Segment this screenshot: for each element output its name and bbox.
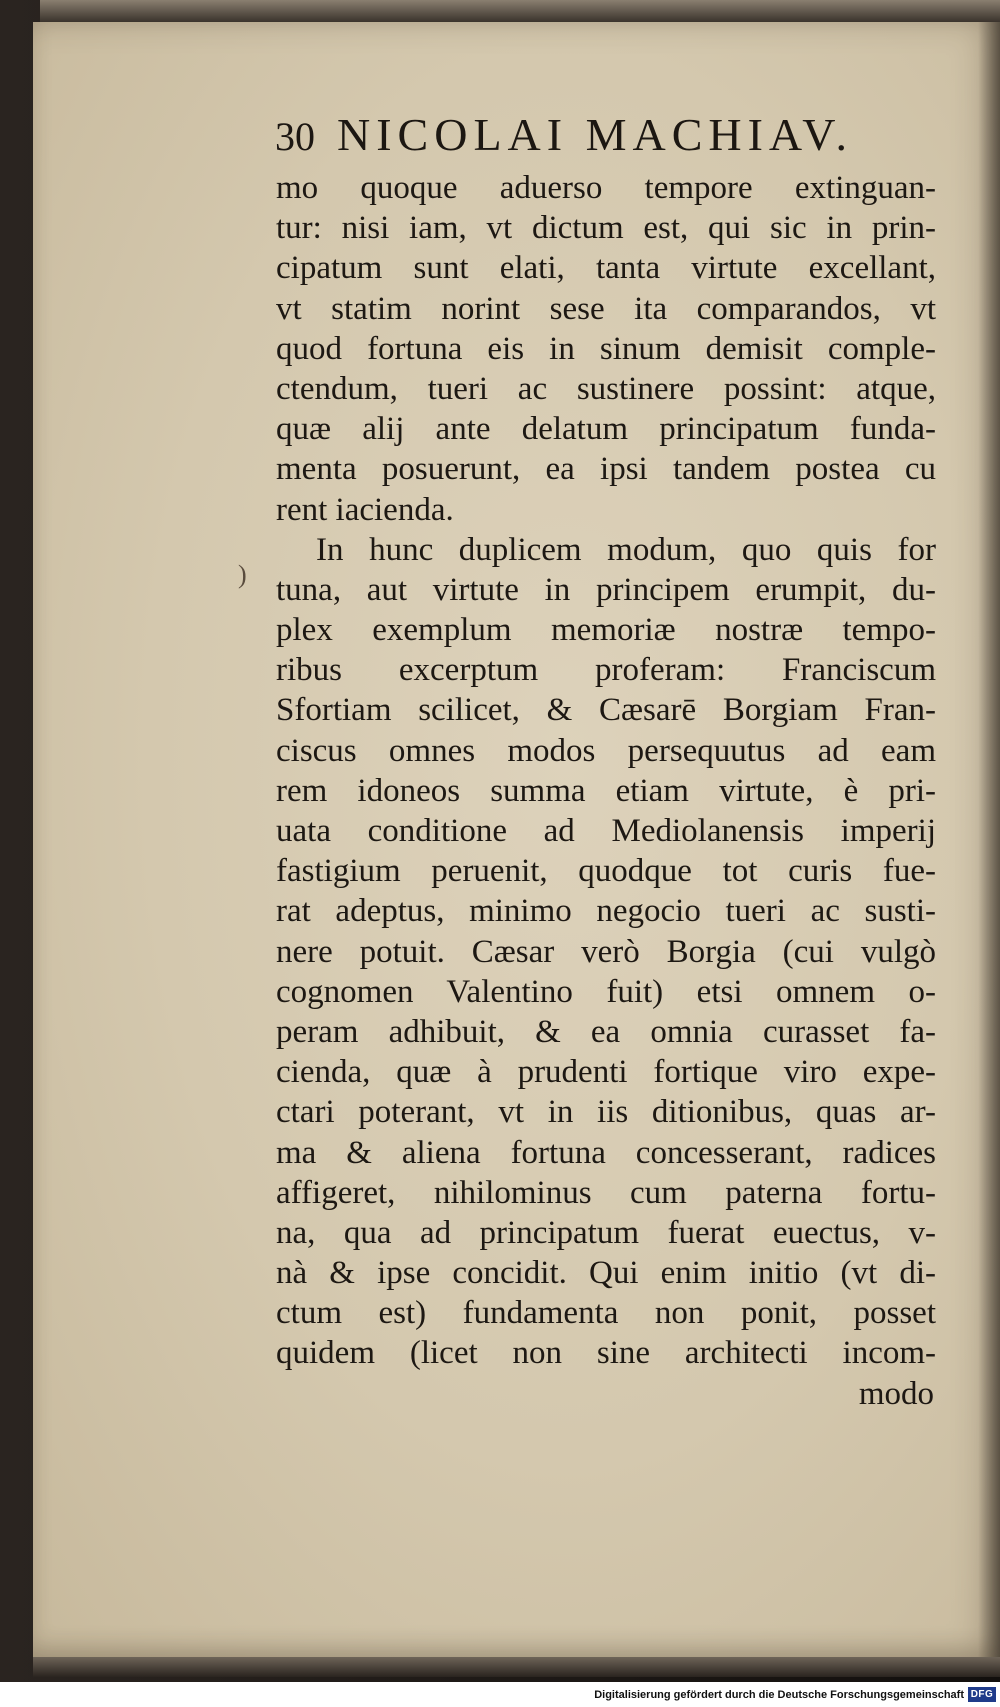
running-head-title: NICOLAI MACHIAV. — [337, 109, 853, 160]
funding-credit: Digitalisierung gefördert durch die Deutsche Forschungsgemeinschaft — [594, 1689, 964, 1701]
text-line: nà & ipse concidit. Qui enim initio (vt di- — [276, 1255, 936, 1292]
scan-top-edge — [40, 0, 1000, 22]
text-line: quæ alij ante delatum principatum funda- — [276, 411, 936, 448]
catchword: modo — [858, 1375, 934, 1412]
text-line: rent iacienda. — [276, 491, 454, 528]
text-line: plex exemplum memoriæ nostræ tempo- — [276, 612, 936, 649]
text-line: cienda, quæ à prudenti fortique viro expe- — [276, 1054, 936, 1091]
catchword-line — [276, 1374, 936, 1414]
text-line: rat adeptus, minimo negocio tueri ac susti- — [276, 893, 936, 930]
text-line: cipatum sunt elati, tanta virtute excellant, — [276, 250, 936, 287]
text-line: fastigium peruenit, quodque tot curis fue- — [276, 853, 936, 890]
scan-bottom-edge — [33, 1657, 1000, 1677]
dfg-logo: DFG — [968, 1687, 996, 1702]
text-line: ma & aliena fortuna concesserant, radices — [276, 1134, 936, 1171]
text-line: quidem (licet non sine architecti incom- — [276, 1335, 936, 1372]
text-line: vt statim norint sese ita comparandos, vt — [276, 290, 936, 327]
text-line: ctum est) fundamenta non ponit, posset — [276, 1295, 936, 1332]
text-line: ctari poterant, vt in iis ditionibus, quas ar- — [276, 1094, 936, 1131]
margin-mark: ) — [238, 560, 247, 589]
text-line: tuna, aut virtute in principem erumpit, du- — [276, 571, 936, 608]
text-line: rem idoneos summa etiam virtute, è pri- — [276, 772, 936, 809]
text-line: uata conditione ad Mediolanensis imperij — [276, 813, 936, 849]
text-line: peram adhibuit, & ea omnia curasset fa- — [276, 1013, 936, 1050]
text-line: ctendum, tueri ac sustinere possint: atque, — [276, 370, 936, 407]
text-line: ribus excerptum proferam: Franciscum — [276, 652, 936, 689]
text-line: Sfortiam scilicet, & Cæsarē Borgiam Fran- — [276, 692, 936, 729]
text-line: mo quoque aduerso tempore extinguan- — [276, 170, 936, 206]
text-line: tur: nisi iam, vt dictum est, qui sic in prin- — [276, 210, 936, 247]
text-line: ciscus omnes modos persequutus ad eam — [276, 732, 936, 769]
text-line: cognomen Valentino fuit) etsi omnem o- — [276, 973, 936, 1010]
text-line: menta posuerunt, ea ipsi tandem postea cu — [276, 451, 936, 488]
text-line: quod fortuna eis in sinum demisit comple- — [276, 330, 936, 367]
page-number: 30 — [275, 114, 315, 159]
body-text — [276, 168, 936, 1414]
text-line: In hunc duplicem modum, quo quis for — [316, 531, 936, 568]
text-line: na, qua ad principatum fuerat euectus, v- — [276, 1214, 936, 1251]
text-line: affigeret, nihilominus cum paterna fortu- — [276, 1174, 936, 1211]
text-line: nere potuit. Cæsar verò Borgia (cui vulgò — [276, 933, 936, 970]
running-head — [275, 108, 853, 168]
